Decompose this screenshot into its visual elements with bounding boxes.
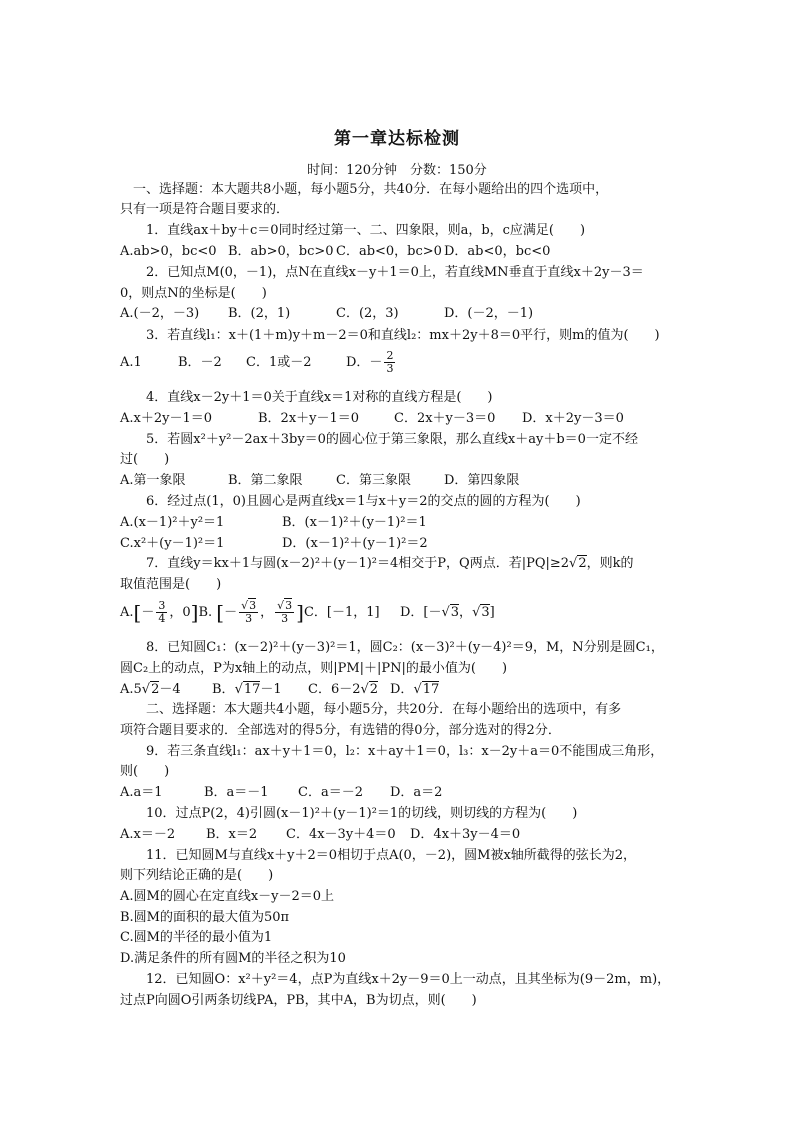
q7-option-b-fraction2 xyxy=(275,600,294,625)
q11-option-b: B.圆M的面积的最大值为50π xyxy=(120,910,290,925)
q1-stem: 1．直线ax＋by＋c＝0同时经过第一、二、四象限，则a，b，c应满足( ) xyxy=(146,223,586,238)
q9-options xyxy=(120,785,680,801)
q7d-end: ] xyxy=(489,605,495,620)
q7b-den1: 3 xyxy=(245,612,253,625)
q5-option-b: B．第二象限 xyxy=(228,473,303,488)
q8b-post: －1 xyxy=(260,682,282,697)
q4-option-b: B．2x＋y－1＝0 xyxy=(258,411,360,426)
q5-stem-line1: 5．若圆x²＋y²－2ax＋3by＝0的圆心位于第三象限，那么直线x＋ay＋b＝0一定不经 xyxy=(146,432,638,447)
q7b-r2: 3 xyxy=(285,599,293,612)
q10-option-a: A.x＝－2 xyxy=(120,827,176,842)
q7b-num2: √3 xyxy=(277,599,293,612)
q10-option-d: D．4x＋3y－4＝0 xyxy=(410,827,521,842)
q7d-r1: 3 xyxy=(450,605,460,620)
q12-stem-line2: 过点P向圆O引两条切线PA，PB，其中A，B为切点，则( ) xyxy=(120,993,477,1008)
q7-stem-tail: ，则k的 xyxy=(586,556,634,571)
q6-options-row1 xyxy=(120,515,680,531)
q7d-mid: ， xyxy=(459,605,473,620)
q7-option-d: D．[－√3，√3] xyxy=(399,605,495,620)
q8-option-c: C．6－2√2 xyxy=(308,682,379,697)
bracket-right: ] xyxy=(296,600,304,625)
q8c-r: 2 xyxy=(369,682,379,697)
q8-stem-line1: 8．已知圆C₁：(x－2)²＋(y－3)²＝1，圆C₂：(x－3)²＋(y－4)²＝9，M，N分别是圆C₁， xyxy=(146,640,664,655)
q1-option-a: A.ab>0，bc<0 xyxy=(120,244,217,259)
q1-option-b: B．ab>0，bc>0 xyxy=(228,244,334,259)
q11-stem-line2: 则下列结论正确的是( ) xyxy=(120,868,274,883)
q3-option-b: B．－2 xyxy=(178,355,222,370)
q10-option-c: C．4x－3y＋4＝0 xyxy=(286,827,396,842)
bracket-left: [ xyxy=(216,600,225,625)
section-2-note: 项符合题目要求的．全部选对的得5分，有选错的得0分，部分选对的得2分． xyxy=(120,723,561,738)
q3-frac-num: 2 xyxy=(386,349,394,362)
q6-option-c: C.x²＋(y－1)²＝1 xyxy=(120,536,225,551)
q7b-r1: 3 xyxy=(249,599,257,612)
q7-option-c: C．[－1，1] xyxy=(303,605,380,620)
q7d-r2: 3 xyxy=(481,605,490,620)
q7-option-a-label: A. xyxy=(120,605,134,620)
q2-option-d: D．(－2，－1) xyxy=(444,306,534,321)
q4-option-d: D．x＋2y－3＝0 xyxy=(522,411,624,426)
q9-stem-line2: 则( ) xyxy=(120,764,170,779)
q7-option-a-end: ，0 xyxy=(169,605,191,620)
q9-stem-line1: 9．若三条直线l₁：ax＋y＋1＝0，l₂：x＋ay＋1＝0，l₃：x－2y＋a＝0不能围成三角形， xyxy=(146,744,664,759)
q8-option-d: D．√17 xyxy=(390,682,440,697)
q3-frac-den: 3 xyxy=(386,362,394,375)
q6-option-a: A.(x－1)²＋y²＝1 xyxy=(120,515,225,530)
q6-option-b: B．(x－1)²＋(y－1)²＝1 xyxy=(282,515,427,530)
q8b-r: 17 xyxy=(243,682,261,697)
q7-option-a-fraction xyxy=(156,600,167,625)
q7b-den2: 3 xyxy=(281,612,289,625)
q5-option-a: A.第一象限 xyxy=(120,473,186,488)
q8a-post: －4 xyxy=(159,682,181,697)
q7a-den: 4 xyxy=(158,612,166,625)
q3-stem: 3．若直线l₁：x＋(1＋m)y＋m－2＝0和直线l₂：mx＋2y＋8＝0平行，则m的值为( ) xyxy=(146,328,660,343)
q3-option-c: C．1或－2 xyxy=(246,355,312,370)
q1-option-c: C．ab<0，bc>0 xyxy=(336,244,442,259)
q2-option-b: B．(2，1) xyxy=(228,306,291,321)
q8a-r: 2 xyxy=(151,682,160,697)
q2-stem-line2: 0，则点N的坐标是( ) xyxy=(120,286,267,301)
q3-option-d xyxy=(346,349,397,375)
q6-stem: 6．经过点(1，0)且圆心是两直线x＝1与x＋y＝2的交点的圆的方程为( ) xyxy=(146,494,581,509)
q3-option-a: A.1 xyxy=(120,355,142,370)
q2-option-c: C．(2，3) xyxy=(336,306,399,321)
q6-options-row2 xyxy=(120,536,680,552)
q2-options xyxy=(120,306,680,322)
q4-stem: 4．直线x－2y＋1＝0关于直线x＝1对称的直线方程是( ) xyxy=(146,390,493,405)
bracket-right: ] xyxy=(190,600,199,625)
q7b-num1: √3 xyxy=(241,599,257,612)
q3-option-d-label: D．－ xyxy=(346,355,383,370)
q8d-pre: D． xyxy=(390,682,414,697)
q2-option-a: A.(－2，－3) xyxy=(120,306,200,321)
exam-meta: 时间：120分钟 分数：150分 xyxy=(307,163,487,178)
q1-option-d: D．ab<0，bc<0 xyxy=(444,244,551,259)
q8b-pre: B． xyxy=(212,682,235,697)
q8-option-b: B．√17－1 xyxy=(212,682,282,697)
q8-stem-line2: 圆C₂上的动点，P为x轴上的动点，则|PM|＋|PN|的最小值为( ) xyxy=(120,661,508,676)
q7a-num: 3 xyxy=(158,599,166,612)
q5-options xyxy=(120,473,680,489)
section-1-note: 只有一项是符合题目要求的． xyxy=(120,202,290,217)
q7-stem-line1 xyxy=(146,556,706,572)
q4-option-c: C．2x＋y－3＝0 xyxy=(394,411,496,426)
q11-option-d: D.满足条件的所有圆M的半径之积为10 xyxy=(120,951,346,966)
q9-option-d: D．a＝2 xyxy=(390,785,443,800)
q7-option-b-fraction1 xyxy=(239,600,258,625)
section-1-heading: 一、选择题：本大题共8小题，每小题5分，共40分．在每小题给出的四个选项中， xyxy=(120,182,609,197)
section-2-heading: 二、选择题：本大题共4小题，每小题5分，共20分．在每小题给出的选项中，有多 xyxy=(146,702,622,717)
q11-option-a: A.圆M的圆心在定直线x－y－2＝0上 xyxy=(120,889,335,904)
q9-option-b: B．a＝－1 xyxy=(204,785,269,800)
q3-options xyxy=(120,350,680,375)
q3-option-d-fraction xyxy=(384,350,395,375)
q5-option-d: D．第四象限 xyxy=(444,473,520,488)
q10-option-b: B．x＝2 xyxy=(206,827,258,842)
q12-stem-line1: 12．已知圆O：x²＋y²＝4，点P为直线x＋2y－9＝0上一动点，且其坐标为(9－2m，m)， xyxy=(146,972,671,987)
q10-options xyxy=(120,827,680,843)
q7-option-b-label: B. xyxy=(198,605,213,620)
q11-stem-line1: 11．已知圆M与直线x＋y＋2＝0相切于点A(0，－2)，圆M被x轴所截得的弦长为2， xyxy=(146,848,637,863)
q7-stem-line2: 取值范围是( ) xyxy=(120,577,222,592)
q7-options: A.[－ $\frac{3}{4}$ ，0]B. [－ $\frac{√3}{3}$ ， $\frac{√3}{3}$ ]C．[－1，1] D．[－√3，√3] xyxy=(120,599,495,625)
q5-option-c: C．第三象限 xyxy=(336,473,411,488)
q4-options xyxy=(120,411,680,427)
q6-option-d: D．(x－1)²＋(y－1)²＝2 xyxy=(282,536,428,551)
q8d-r: 17 xyxy=(422,682,440,697)
q7-option-d-label: D．[－ xyxy=(399,605,442,620)
q1-options xyxy=(120,244,680,260)
page-title: 第一章达标检测 xyxy=(334,129,460,149)
q5-stem-line2: 过( ) xyxy=(120,452,170,467)
q2-stem-line1: 2．已知点M(0，－1)，点N在直线x－y＋1＝0上，若直线MN垂直于直线x＋2y－3＝ xyxy=(146,265,644,280)
q10-stem: 10．过点P(2，4)引圆(x－1)²＋(y－1)²＝1的切线，则切线的方程为( ) xyxy=(146,806,578,821)
sqrt-symbol: √ xyxy=(569,556,578,571)
q8-options xyxy=(120,682,680,698)
q9-option-c: C．a＝－2 xyxy=(298,785,363,800)
q4-option-a: A.x＋2y－1＝0 xyxy=(120,411,213,426)
q9-option-a: A.a＝1 xyxy=(120,785,163,800)
q7-radicand: 2 xyxy=(578,556,587,571)
q8a-pre: A.5 xyxy=(120,682,142,697)
q7-stem-text: 7．直线y＝kx＋1与圆(x－2)²＋(y－1)²＝4相交于P，Q两点．若|PQ|≥2 xyxy=(146,556,570,571)
bracket-left: [ xyxy=(133,600,142,625)
q8c-pre: C．6－2 xyxy=(308,682,361,697)
q8-option-a: A.5√2－4 xyxy=(120,682,181,697)
q11-option-c: C.圆M的半径的最小值为1 xyxy=(120,930,273,945)
